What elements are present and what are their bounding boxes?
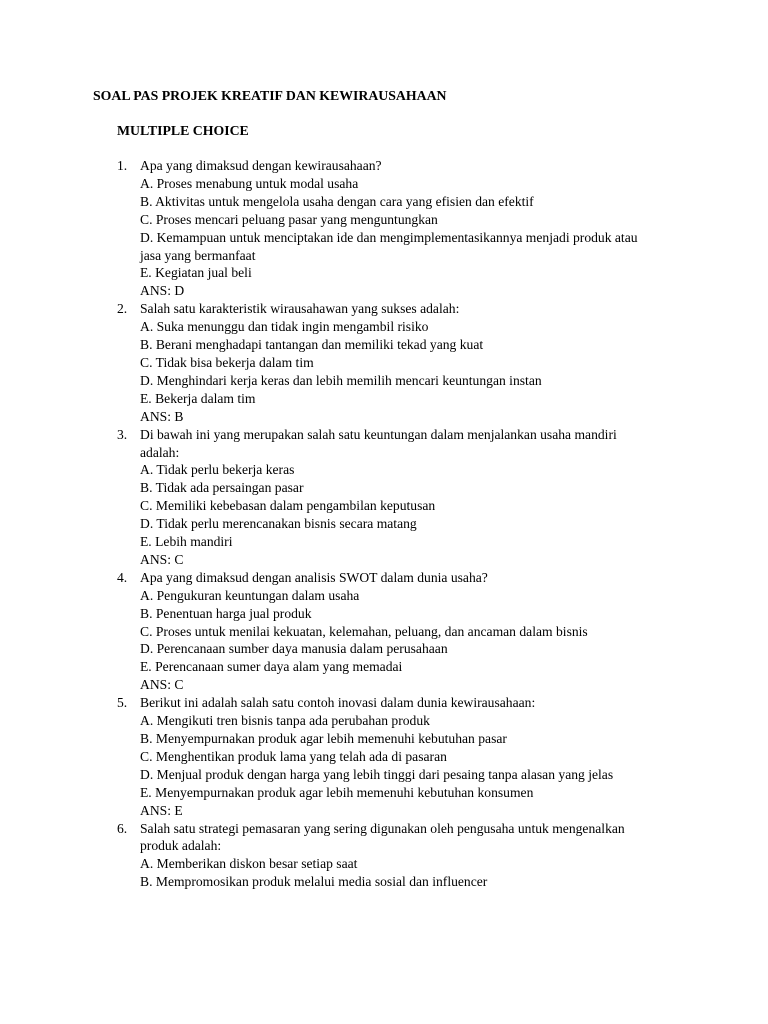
answer-key: ANS: D [140,283,185,299]
question-item [117,694,657,819]
question-text: Salah satu strategi pemasaran yang sering digunakan oleh pengusaha untuk mengenalkan produk adalah: [140,820,625,854]
answer-option: E. Bekerja dalam tim [140,390,256,406]
answer-option: B. Tidak ada persaingan pasar [140,480,304,496]
question-number: 5. [117,695,128,711]
answer-option: A. Tidak perlu bekerja keras [140,462,295,478]
question-item [117,300,657,425]
answer-option: B. Berani menghadapi tantangan dan memiliki tekad yang kuat [140,337,484,353]
question-text: Di bawah ini yang merupakan salah satu keuntungan dalam menjalankan usaha mandiri adalah: [140,426,617,460]
answer-option: B. Penentuan harga jual produk [140,605,312,621]
answer-option: C. Memiliki kebebasan dalam pengambilan keputusan [140,498,436,514]
answer-option: D. Kemampuan untuk menciptakan ide dan mengimplementasikannya menjadi produk atau jasa yang bermanfaat [140,229,638,263]
answer-key: ANS: C [140,551,184,567]
answer-option: D. Perencanaan sumber daya manusia dalam perusahaan [140,641,448,657]
question-text: Berikut ini adalah salah satu contoh inovasi dalam dunia kewirausahaan: [140,695,536,711]
question-item [117,426,657,569]
question-text: Apa yang dimaksud dengan analisis SWOT dalam dunia usaha? [140,569,488,585]
answer-option: C. Proses mencari peluang pasar yang menguntungkan [140,211,438,227]
answer-option: A. Memberikan diskon besar setiap saat [140,856,358,872]
answer-option: E. Menyempurnakan produk agar lebih memenuhi kebutuhan konsumen [140,784,534,800]
answer-option: E. Lebih mandiri [140,534,233,550]
section-title: MULTIPLE CHOICE [117,123,249,138]
question-number: 1. [117,158,128,173]
question-list [117,157,657,891]
answer-option: D. Tidak perlu merencanakan bisnis secara matang [140,516,417,532]
answer-option: E. Kegiatan jual beli [140,265,252,281]
question-text: Salah satu karakteristik wirausahawan yang sukses adalah: [140,301,460,317]
answer-option: A. Suka menunggu dan tidak ingin mengambil risiko [140,319,429,335]
answer-option: D. Menjual produk dengan harga yang lebih tinggi dari pesaing tanpa alasan yang jelas [140,766,614,782]
question-text: Apa yang dimaksud dengan kewirausahaan? [140,158,382,173]
answer-key: ANS: B [140,408,184,424]
answer-option: C. Menghentikan produk lama yang telah ada di pasaran [140,748,447,764]
answer-key: ANS: C [140,677,184,693]
answer-option: D. Menghindari kerja keras dan lebih memilih mencari keuntungan instan [140,372,542,388]
answer-option: C. Tidak bisa bekerja dalam tim [140,354,314,370]
question-item [117,820,657,892]
answer-option: E. Perencanaan sumer daya alam yang memadai [140,659,403,675]
answer-option: A. Proses menabung untuk modal usaha [140,175,359,191]
answer-option: A. Pengukuran keuntungan dalam usaha [140,587,360,603]
document-title: SOAL PAS PROJEK KREATIF DAN KEWIRAUSAHAAN [93,88,447,103]
answer-key: ANS: E [140,802,183,818]
question-number: 3. [117,426,128,442]
question-number: 6. [117,820,128,836]
question-item [117,157,657,300]
answer-option: A. Mengikuti tren bisnis tanpa ada perubahan produk [140,713,430,729]
answer-option: B. Menyempurnakan produk agar lebih memenuhi kebutuhan pasar [140,731,507,746]
question-item [117,569,657,694]
question-number: 4. [117,569,128,585]
question-number: 2. [117,301,128,317]
answer-option: C. Proses untuk menilai kekuatan, kelemahan, peluang, dan ancaman dalam bisnis [140,623,588,639]
answer-option: B. Mempromosikan produk melalui media sosial dan influencer [140,874,488,890]
answer-option: B. Aktivitas untuk mengelola usaha dengan cara yang efisien dan efektif [140,193,534,209]
